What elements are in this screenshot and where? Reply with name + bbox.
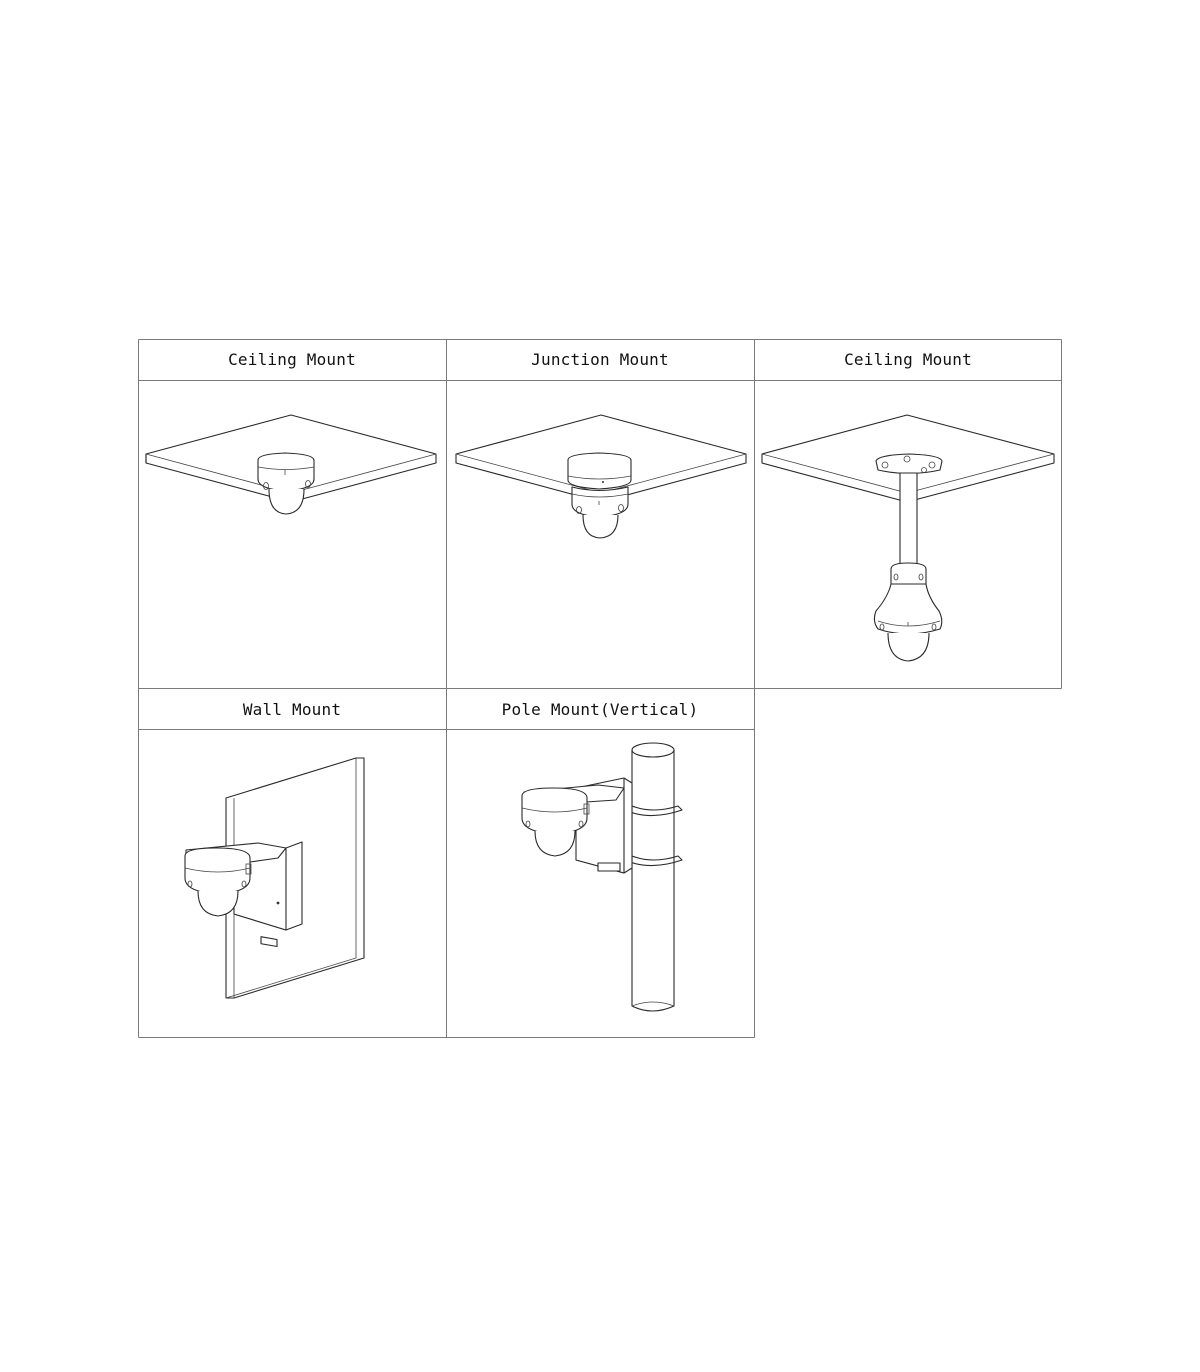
panel-junction-mount: [446, 339, 754, 688]
junction-box-mount-dome-camera-icon: [446, 339, 754, 688]
pendant-ceiling-mount-dome-camera-icon: [754, 339, 1062, 688]
wall-mount-dome-camera-icon: [138, 688, 446, 1038]
panel-title-text: Wall Mount: [242, 700, 342, 719]
panel-title-text: Ceiling Mount: [228, 350, 356, 369]
panel-title-text: Pole Mount(Vertical): [501, 700, 699, 719]
panel-pole-mount-vertical: [446, 688, 754, 1038]
panel-title-text: Junction Mount: [531, 350, 669, 369]
ceiling-mount-dome-camera-icon: [138, 339, 446, 688]
panel-wall-mount: [138, 688, 446, 1038]
vertical-pole-mount-dome-camera-icon: [446, 688, 754, 1038]
panel-ceiling-mount: [138, 339, 446, 688]
panel-ceiling-mount-pendant: [754, 339, 1062, 688]
mount-options-table: [138, 339, 1062, 1038]
panel-title-text: Ceiling Mount: [844, 350, 972, 369]
